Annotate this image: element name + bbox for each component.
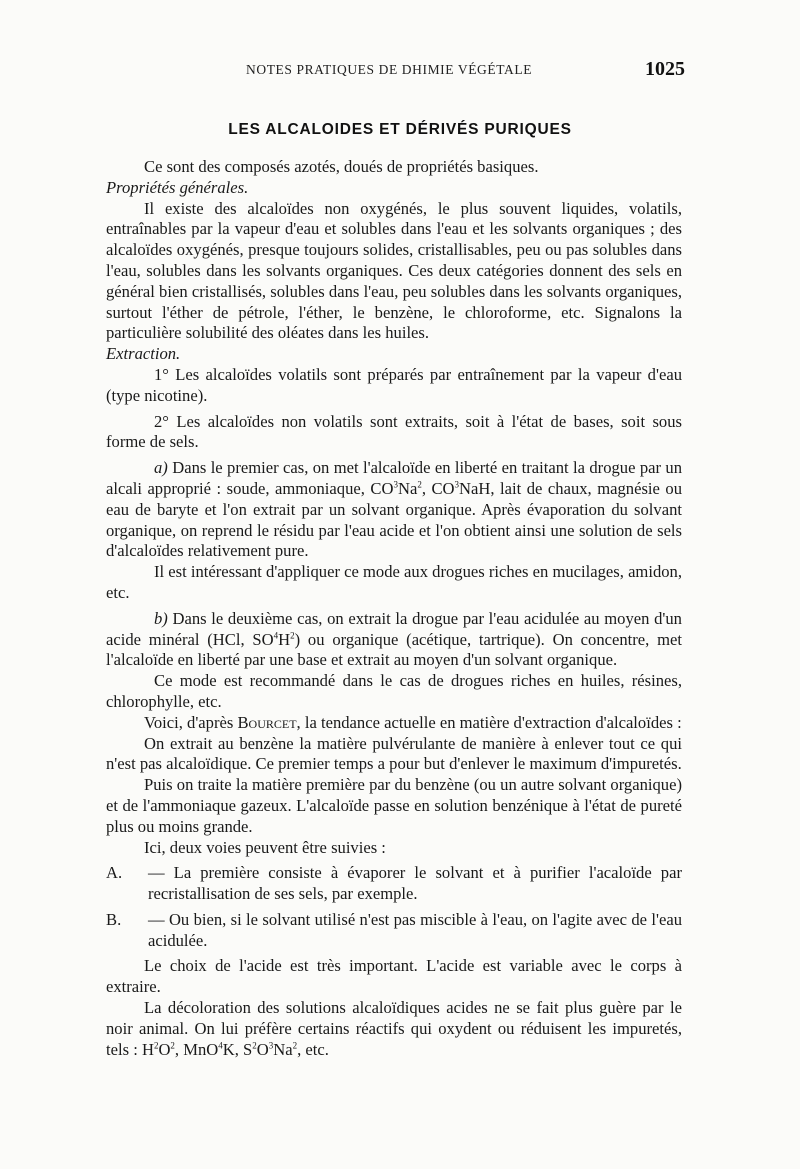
page-title: LES ALCALOIDES ET DÉRIVÉS PURIQUES [228, 121, 572, 138]
paragraph-benzene-1: On extrait au benzène la matière pulvérulante de manière à enlever tout ce qui n'est pas alcaloïdique. Ce premier temps a pour but d'enlever le maximum d'impuretés. [106, 733, 682, 774]
paragraph-voies: Ici, deux voies peuvent être suivies : [144, 837, 386, 857]
case-b-label: b) [154, 608, 168, 628]
intro-paragraph: Ce sont des composés azotés, doués de propriétés basiques. [144, 157, 539, 176]
paragraph-case-b-note: Ce mode est recommandé dans le cas de drogues riches en huiles, résines, chlorophylle, etc. [106, 671, 682, 711]
heading-proprietes: Propriétés générales. [106, 177, 249, 197]
paragraph-choix: Le choix de l'acide est très important. L'acide est variable avec le corps à extraire. [106, 956, 682, 997]
paragraph-case-a-note: Il est intéressant d'appliquer ce mode aux drogues riches en mucilages, amidon, etc. [106, 562, 682, 602]
paragraph-volatils: 1° Les alcaloïdes volatils sont préparés par entraînement par la vapeur d'eau (type nicotine). [106, 364, 682, 405]
page-number: 1025 [645, 58, 685, 80]
author-name: Bourcet, [237, 712, 301, 732]
paragraph-case-b: b) Dans le deuxième cas, on extrait la drogue par l'eau acidulée au moyen d'un acide minéral (HCl, $SO^4H^2$) ou organique (acétique, tartrique). On concentre, met l'alcaloïde en liberté par une base et extrait au moyen d'un solvant organique. [106, 608, 682, 670]
paragraph-benzene-2: Puis on traite la matière première par du benzène (ou un autre solvant organique) et de l'ammoniaque gazeux. L'alcaloïde passe en solution benzénique à l'état de pureté plus ou moins grande. [106, 775, 682, 836]
list-item-b: B. — Ou bien, si le solvant utilisé n'est pas miscible à l'eau, on l'agite avec de l'eau acidulée. [106, 909, 682, 950]
case-a-label: a) [154, 458, 168, 478]
paragraph-non-volatils: 2° Les alcaloïdes non volatils sont extraits, soit à l'état de bases, soit sous forme de sels. [106, 411, 682, 452]
paragraph-bourcet: Voici, d'après Bourcet, la tendance actuelle en matière d'extraction d'alcaloïdes : [144, 712, 682, 732]
body-text [106, 157, 682, 1060]
paragraph-case-a: a) Dans le premier cas, on met l'alcaloïde en liberté en traitant la drogue par un alcali approprié : soude, ammoniaque, $CO^3Na^2$, $CO^3NaH$, lait de chaux, magnésie ou eau de baryte et l'on extrait par un solvant organique. Après évaporation du solvant organique, on reprend le résidu par l'eau acide et l'on obtient ainsi une solution de sels d'alcaloïdes relativement pure. [106, 458, 682, 561]
paragraph-decoloration: La décoloration des solutions alcaloïdiques acides ne se fait plus guère par le noir animal. On lui préfère certains réactifs qui oxydent ou réduisent les impuretés, tels : $H^2O^2$, MnO$^4$K, $S^2O^3Na^2$, etc. [106, 998, 682, 1059]
list-item-a: A. — La première consiste à évaporer le solvant et à purifier l'acaloïde par recristallisation de ses sels, par exemple. [106, 863, 682, 904]
heading-extraction: Extraction. [106, 344, 181, 364]
running-head: NOTES PRATIQUES DE DHIMIE VÉGÉTALE [246, 62, 533, 77]
paragraph-proprietes: Il existe des alcaloïdes non oxygénés, le plus souvent liquides, volatils, entraînables par la vapeur d'eau et solubles dans l'eau et les solvants organiques ; des alcaloïdes oxygénés, presque toujours solides, cristallisables, peu ou pas solubles dans l'eau, solubles dans les solvants organiques. Ces deux catégories donnent des sels en général bien cristallisés, solubles dans l'eau, peu solubles dans les solvants organiques, surtout l'éther de pétrole, l'éther, le benzène, le chloroforme, etc. Signalons la particulière solubilité des oléates dans les huiles. [106, 198, 682, 343]
